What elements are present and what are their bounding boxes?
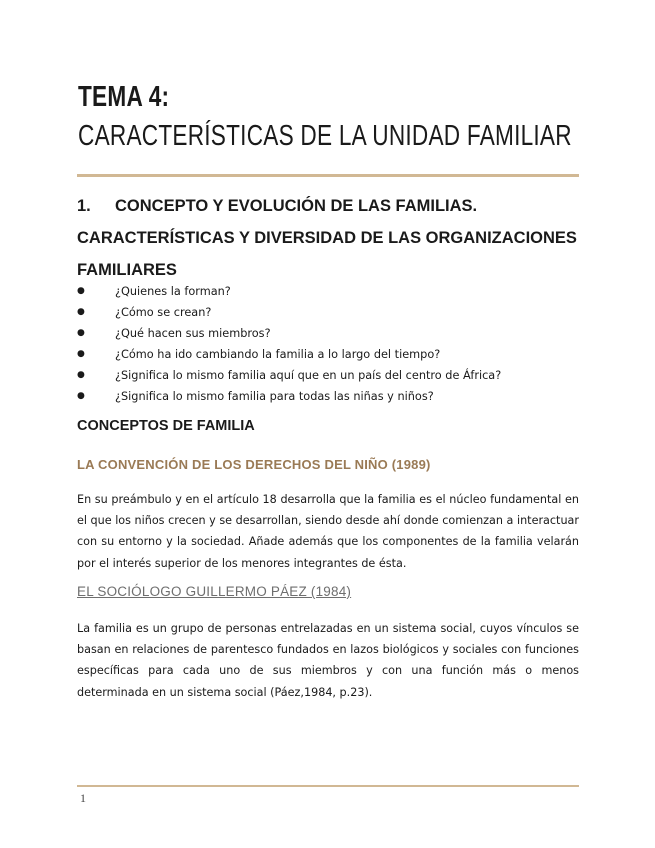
title-divider <box>77 174 579 177</box>
list-item-text: ¿Significa lo mismo familia para todas las niñas y niños? <box>115 390 434 403</box>
section-heading-line-1: CONCEPTO Y EVOLUCIÓN DE LAS FAMILIAS. <box>115 197 478 215</box>
document-subtitle: CARACTERÍSTICAS DE LA UNIDAD FAMILIAR <box>78 120 572 152</box>
list-item-text: ¿Quienes la forman? <box>115 285 231 298</box>
section-number: 1. <box>77 197 91 215</box>
bullet-icon: ● <box>77 328 85 338</box>
list-item <box>77 323 587 344</box>
bullet-icon: ● <box>77 307 85 317</box>
bullet-icon: ● <box>77 286 85 296</box>
sociologo-paragraph: La familia es un grupo de personas entrelazadas en un sistema social, cuyos vínculos se basan en relaciones de parentesco fundados en lazos biológicos y sociales con funciones específicas para cada uno de sus miembros y con una función más o menos determinada en un sistema social (Páez,1984, p.23). <box>77 622 579 699</box>
list-item-text: ¿Cómo ha ido cambiando la familia a lo largo del tiempo? <box>115 348 441 361</box>
sociologo-heading: EL SOCIÓLOGO GUILLERMO PÁEZ (1984) <box>77 584 352 599</box>
footer-divider <box>77 785 579 787</box>
list-item <box>77 386 587 407</box>
list-item <box>77 281 587 302</box>
convencion-heading: LA CONVENCIÓN DE LOS DERECHOS DEL NIÑO (1989) <box>77 457 431 472</box>
bullet-icon: ● <box>77 370 85 380</box>
section-1-heading <box>77 190 582 286</box>
page-number: 1 <box>80 791 86 805</box>
list-item <box>77 365 587 386</box>
list-item-text: ¿Cómo se crean? <box>115 306 212 319</box>
conceptos-heading: CONCEPTOS DE FAMILIA <box>77 418 255 434</box>
document-title-tema: TEMA 4: <box>78 81 170 113</box>
list-item-text: ¿Qué hacen sus miembros? <box>115 327 271 340</box>
bullet-icon: ● <box>77 391 85 401</box>
title-block <box>78 80 578 154</box>
list-item <box>77 344 587 365</box>
list-item <box>77 302 587 323</box>
section-heading-line-2: CARACTERÍSTICAS Y DIVERSIDAD DE LAS ORGANIZACIONES <box>77 229 577 247</box>
bullet-icon: ● <box>77 349 85 359</box>
list-item-text: ¿Significa lo mismo familia aquí que en un país del centro de África? <box>115 369 502 382</box>
convencion-paragraph: En su preámbulo y en el artículo 18 desarrolla que la familia es el núcleo fundamental en el que los niños crecen y se desarrollan, siendo desde ahí donde comienzan a interactuar con su entorno y la sociedad. Añade además que los componentes de la familia velarán por el interés superior de los menores integrantes de ésta. <box>77 493 579 570</box>
section-heading-line-3: FAMILIARES <box>77 261 177 279</box>
question-list <box>77 281 587 407</box>
